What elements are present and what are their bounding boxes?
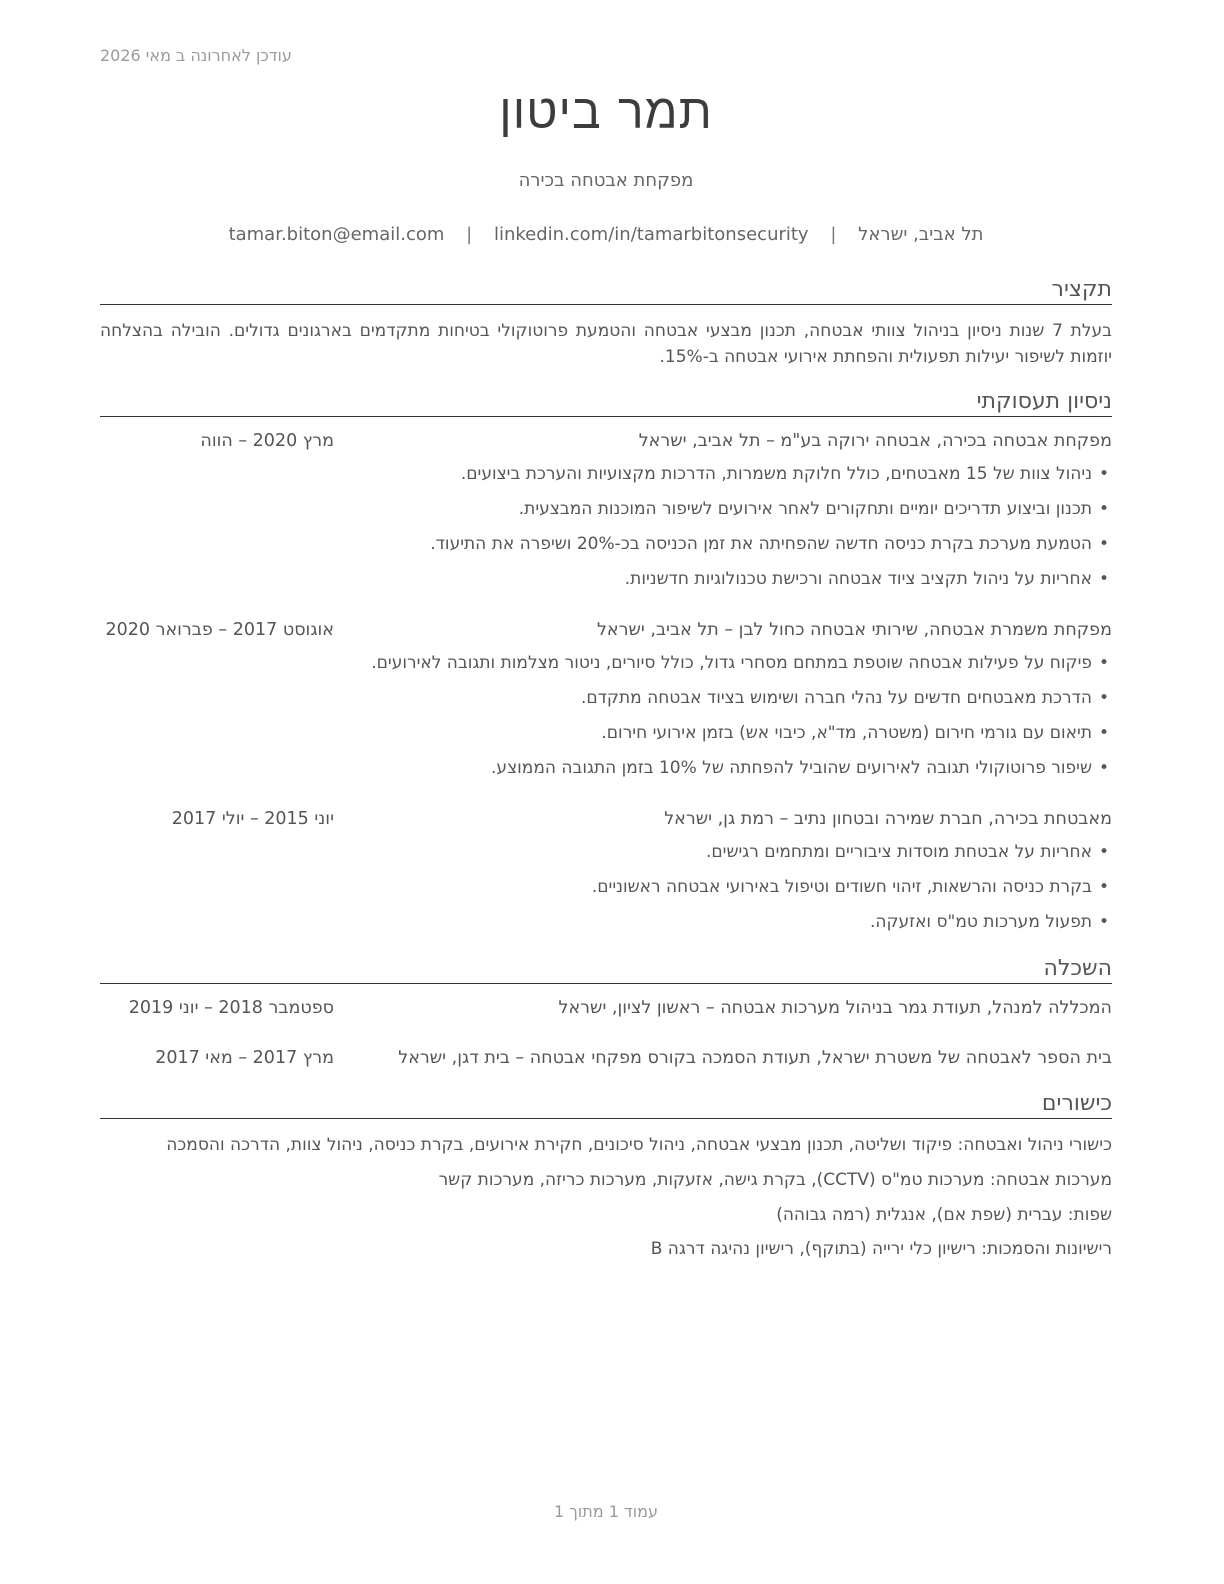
education-dates: ספטמבר 2018 – יוני 2019 [128, 998, 334, 1018]
bullet-item: •תכנון וביצוע תדריכים יומיים ותחקורים לאחר אירועים לשיפור המוכנות המבצעית. [100, 496, 1112, 531]
job-role: מפקחת אבטחה בכירה, אבטחה ירוקה בע"מ – תל אביב, ישראל [638, 431, 1112, 451]
bullet-dot-icon: • [1098, 534, 1110, 554]
contact-separator: | [830, 224, 837, 245]
bullet-item: •אחריות על אבטחת מוסדות ציבוריים ומתחמים רגישים. [100, 839, 1112, 874]
bullet-dot-icon: • [1098, 758, 1110, 778]
job-entry-header [100, 431, 1112, 457]
job-bullets [100, 839, 1112, 944]
job-role: מאבטחת בכירה, חברת שמירה ובטחון נתיב – רמת גן, ישראל [664, 809, 1112, 829]
bullet-dot-icon: • [1098, 877, 1110, 897]
bullet-item: •פיקוח על פעילות אבטחה שוטפת במתחם מסחרי גדול, כולל סיורים, ניטור מצלמות ותגובה לאירועים. [100, 650, 1112, 685]
bullet-item: •אחריות על ניהול תקציב ציוד אבטחה ורכישת טכנולוגיות חדשניות. [100, 566, 1112, 601]
job-bullets [100, 461, 1112, 601]
bullet-item: •תיאום עם גורמי חירום (משטרה, מד"א, כיבוי אש) בזמן אירועי חירום. [100, 720, 1112, 755]
bullet-dot-icon: • [1098, 723, 1110, 743]
experience-heading: ניסיון תעסוקתי [100, 388, 1112, 417]
bullet-dot-icon: • [1098, 842, 1110, 862]
skills-heading: כישורים [100, 1090, 1112, 1119]
education-entry [100, 998, 1112, 1024]
skill-line: מערכות אבטחה: מערכות טמ"ס (CCTV), בקרת גישה, אזעקות, מערכות כריזה, מערכות קשר [438, 1170, 1112, 1190]
job-bullets [100, 650, 1112, 790]
bullet-dot-icon: • [1098, 653, 1110, 673]
resume-page [100, 0, 1112, 1584]
bullet-dot-icon: • [1098, 499, 1110, 519]
job-dates: אוגוסט 2017 – פברואר 2020 [105, 620, 334, 640]
education-entry [100, 1048, 1112, 1074]
education-heading: השכלה [100, 955, 1112, 984]
education-dates: מרץ 2017 – מאי 2017 [155, 1048, 334, 1068]
bullet-item: •שיפור פרוטוקולי תגובה לאירועים שהוביל להפחתה של 10% בזמן התגובה הממוצע. [100, 755, 1112, 790]
summary-heading: תקציר [100, 276, 1112, 305]
bullet-dot-icon: • [1098, 912, 1110, 932]
bullet-dot-icon: • [1098, 464, 1110, 484]
last-updated-note: עודכן לאחרונה ב מאי 2026 [100, 46, 292, 65]
contact-email[interactable]: tamar.biton@email.com [228, 224, 445, 245]
bullet-item: •הדרכת מאבטחים חדשים על נהלי חברה ושימוש בציוד אבטחה מתקדם. [100, 685, 1112, 720]
bullet-item: •ניהול צוות של 15 מאבטחים, כולל חלוקת משמרות, הדרכות מקצועיות והערכת ביצועים. [100, 461, 1112, 496]
candidate-name: תמר ביטון [499, 84, 713, 140]
page-number: עמוד 1 מתוך 1 [554, 1502, 658, 1521]
summary-text: בעלת 7 שנות ניסיון בניהול צוותי אבטחה, תכנון מבצעי אבטחה והטמעת פרוטוקולי בטיחות מתקדמים בארגונים גדולים. הובילה בהצלחה יוזמות לשיפור יעילות תפעולית והפחתת אירועי אבטחה ב-15%. [100, 321, 1112, 367]
skill-line: כישורי ניהול ואבטחה: פיקוד ושליטה, תכנון מבצעי אבטחה, ניהול סיכונים, חקירת אירועים, בקרת כניסה, ניהול צוות, הדרכה והסמכה [166, 1135, 1112, 1155]
contact-linkedin[interactable]: linkedin.com/in/tamarbitonsecurity [493, 224, 809, 245]
education-institution: המכללה למנהל, תעודת גמר בניהול מערכות אבטחה – ראשון לציון, ישראל [558, 998, 1112, 1018]
job-dates: יוני 2015 – יולי 2017 [171, 809, 334, 829]
bullet-item: •בקרת כניסה והרשאות, זיהוי חשודים וטיפול באירועי אבטחה ראשוניים. [100, 874, 1112, 909]
bullet-dot-icon: • [1098, 688, 1110, 708]
bullet-item: •תפעול מערכות טמ"ס ואזעקה. [100, 909, 1112, 944]
contact-separator: | [466, 224, 473, 245]
skill-line: שפות: עברית (שפת אם), אנגלית (רמה גבוהה) [776, 1205, 1112, 1225]
bullet-item: •הטמעת מערכת בקרת כניסה חדשה שהפחיתה את זמן הכניסה בכ-20% ושיפרה את התיעוד. [100, 531, 1112, 566]
candidate-title: מפקחת אבטחה בכירה [518, 170, 694, 191]
job-dates: מרץ 2020 – הווה [200, 431, 334, 451]
contact-location: תל אביב, ישראל [858, 224, 984, 245]
skill-line: רישיונות והסמכות: רישיון כלי ירייה (בתוקף), רישיון נהיגה דרגה B [650, 1239, 1112, 1259]
job-role: מפקחת משמרת אבטחה, שירותי אבטחה כחול לבן – תל אביב, ישראל [596, 620, 1112, 640]
contact-line [100, 224, 1112, 245]
bullet-dot-icon: • [1098, 569, 1110, 589]
education-institution: בית הספר לאבטחה של משטרת ישראל, תעודת הסמכה בקורס מפקחי אבטחה – בית דגן, ישראל [398, 1048, 1112, 1068]
job-entry-header [100, 620, 1112, 646]
job-entry-header [100, 809, 1112, 835]
